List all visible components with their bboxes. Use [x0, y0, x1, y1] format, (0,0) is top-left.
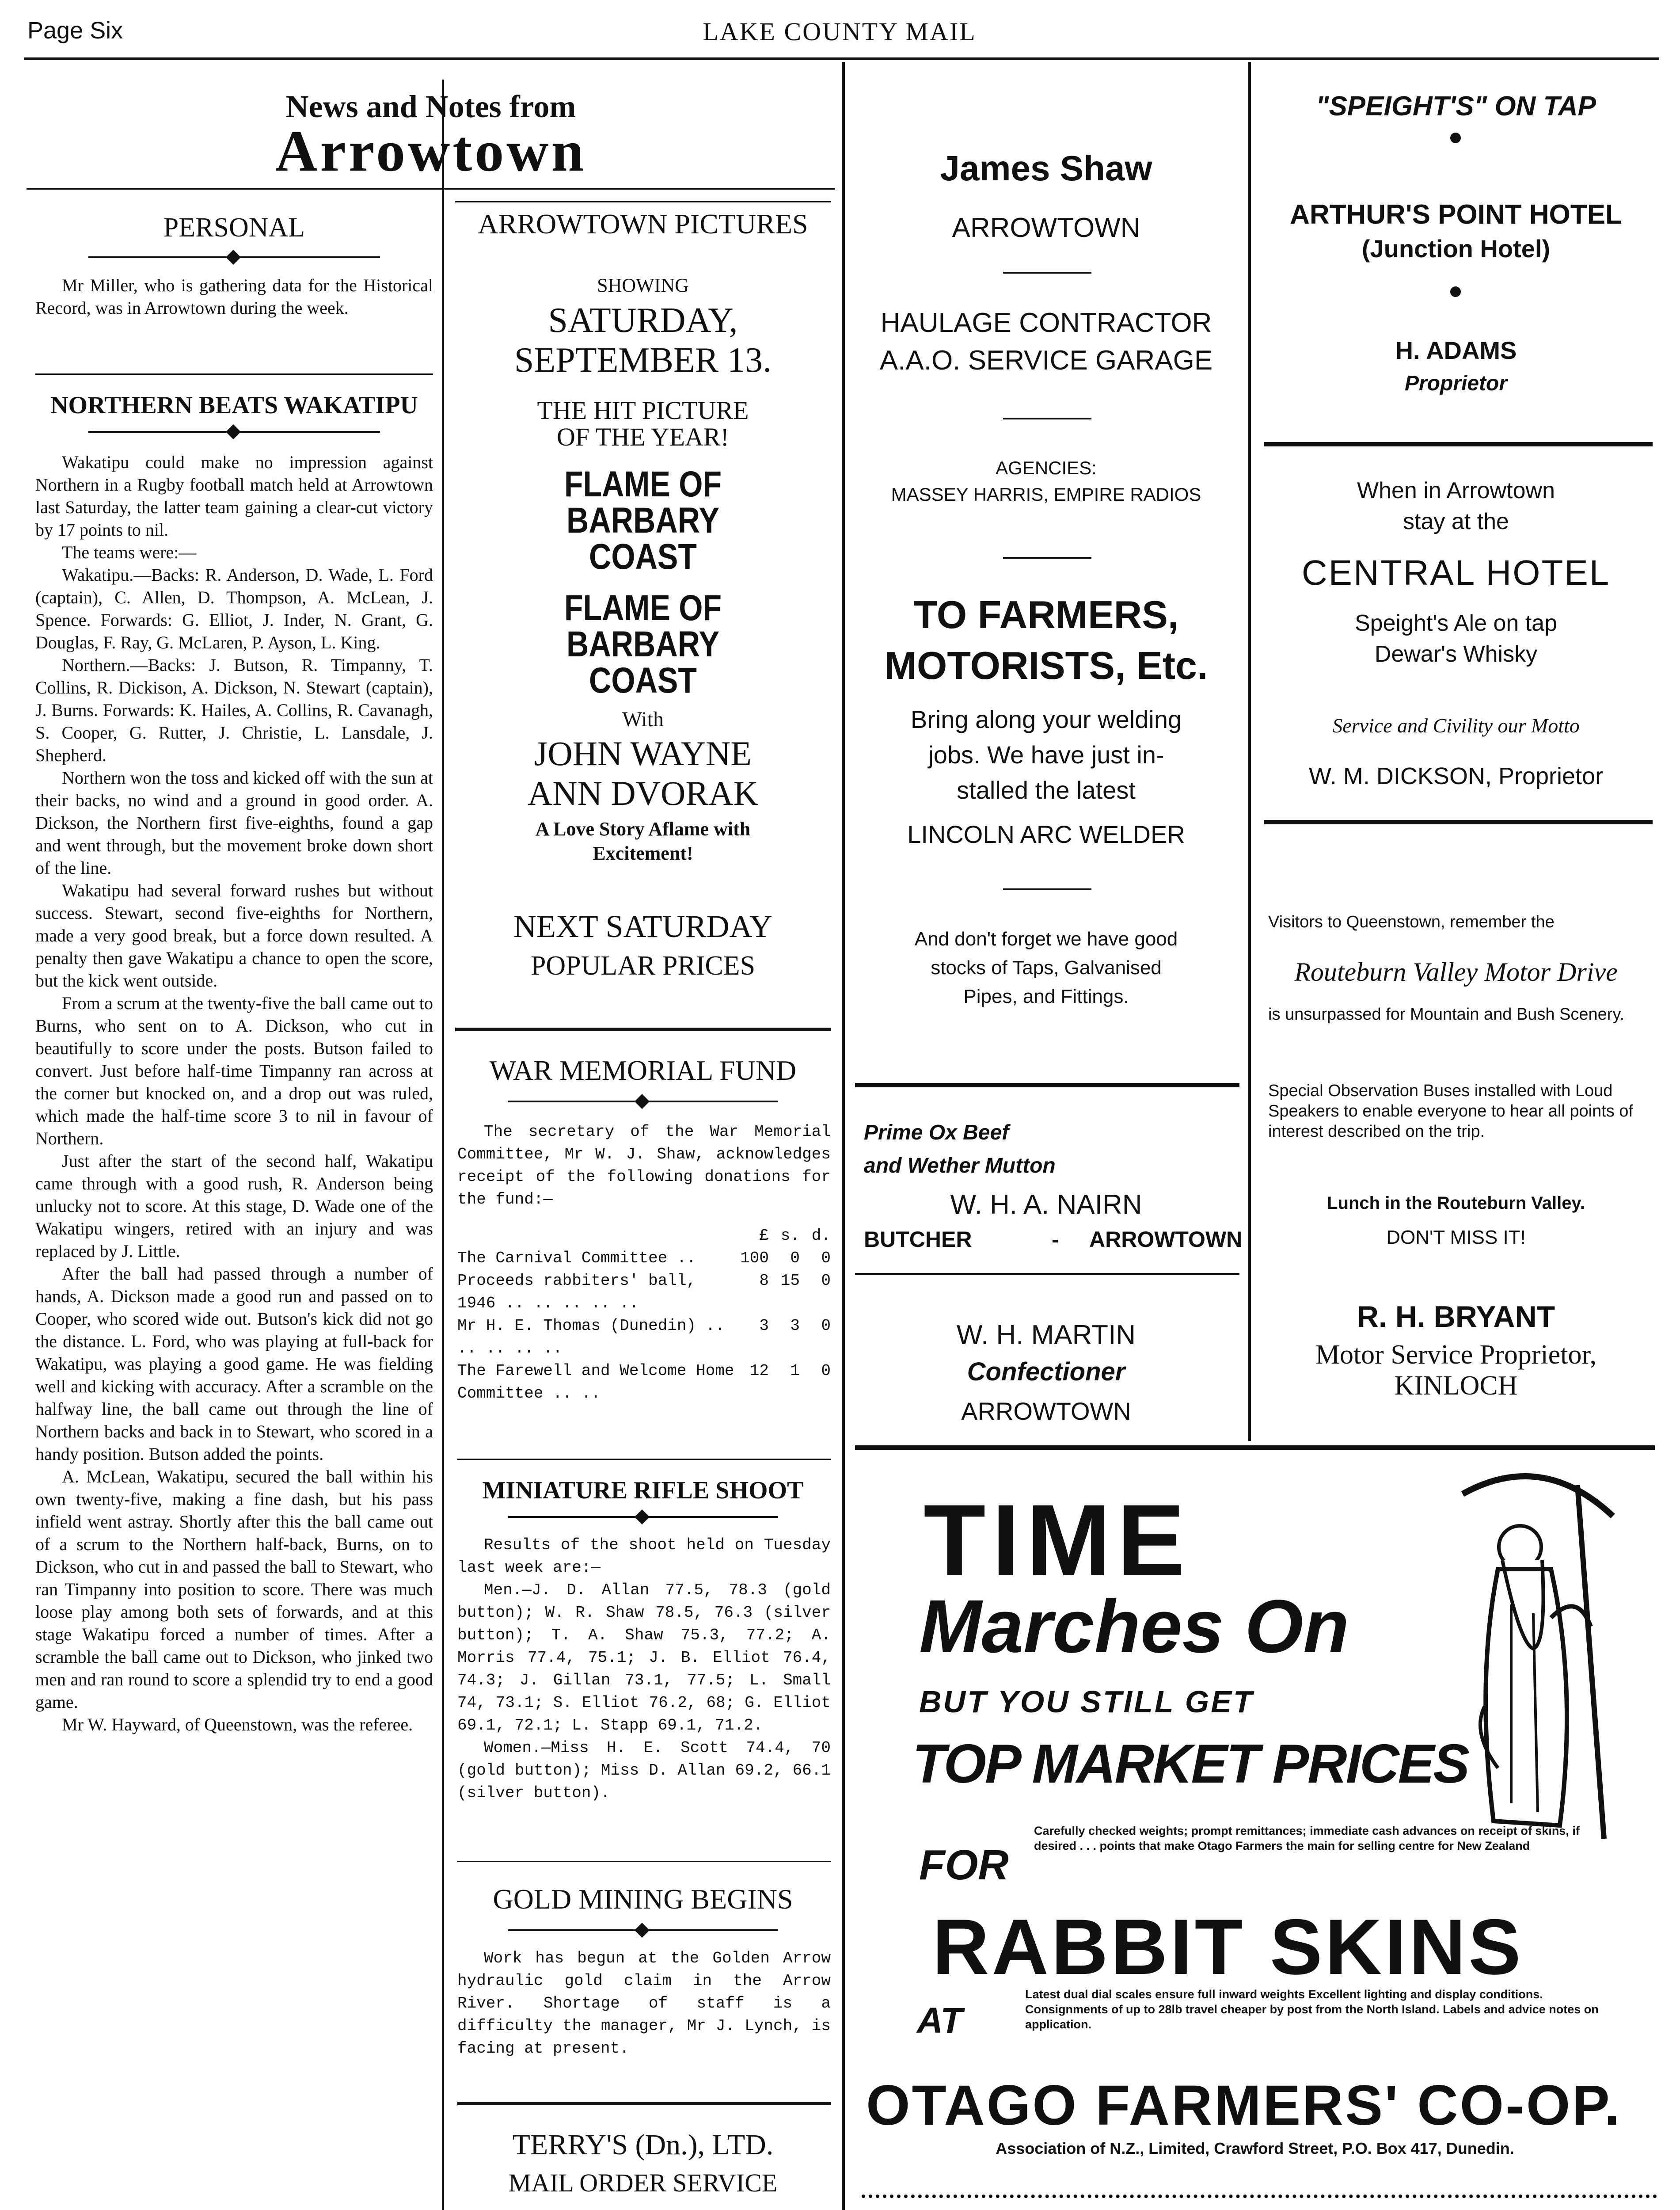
heading-ornament — [508, 1929, 778, 1931]
gold-heading: GOLD MINING BEGINS — [493, 1883, 793, 1915]
shaw-stock-1: And don't forget we have good — [914, 928, 1178, 950]
section-rule — [855, 1083, 1239, 1087]
terrys-name: TERRY'S (Dn.), LTD. — [512, 2129, 774, 2161]
bryant-buses: Special Observation Buses installed with Loud Speakers to enable everyone to hear all points of interest described on the trip. — [1268, 1082, 1633, 1141]
paragraph: A. McLean, Wakatipu, secured the ball within his own twenty-five, making a fine dash, but his pass infield went astray. Shortly after this the ball came out of a scrum to the Northern half-back, Burns, on to Dickson, who cut in and passed the ball to Stewart, who ran Timpanny into position to score. There was much loose play among both sets of forwards, and at this stage Wakatipu forced a number of times. After a scramble the ball came out to Dickson, who jinked two men and ran round to score a splendid try to end a good game. — [35, 1467, 433, 1712]
dotted-separator — [862, 2195, 1657, 2198]
section-rule — [457, 1861, 831, 1862]
nairn-dash: - — [1052, 1227, 1059, 1252]
film-title-repeat: FLAME OF BARBARY COAST — [564, 588, 722, 701]
column-rule — [842, 62, 845, 1441]
speights-junction: (Junction Hotel) — [1361, 235, 1551, 263]
heading-ornament — [88, 256, 380, 258]
table-header: £ s. d. — [759, 1227, 831, 1245]
bullet-dot — [1450, 133, 1461, 143]
speights-tap: "SPEIGHT'S" ON TAP — [1316, 91, 1596, 122]
central-line-1: When in Arrowtown — [1357, 478, 1555, 503]
banner-title: Arrowtown — [275, 118, 587, 183]
heading-ornament — [508, 1516, 778, 1518]
paragraph: Results of the shoot held on Tuesday last week are:— — [457, 1536, 831, 1577]
shaw-town: ARROWTOWN — [952, 213, 1140, 243]
bryant-lunch: Lunch in the Routeburn Valley. — [1327, 1193, 1585, 1213]
paragraph: From a scrum at the twenty-five the ball came out to Burns, who sent on to A. Dickson, who cut in beautifully to score under the posts. Butson failed to convert. Just before half-time Timpanny ran across at the corner but knocked on, and a drop out was ruled, which made the half-time score 3 to nil in favour of Northern. — [35, 993, 433, 1148]
speights-title: Proprietor — [1404, 372, 1508, 395]
bryant-drive: Routeburn Valley Motor Drive — [1294, 957, 1618, 987]
shaw-stock-2: stocks of Taps, Galvanised — [931, 957, 1162, 979]
divider — [1003, 272, 1091, 274]
star-name: JOHN WAYNE — [534, 734, 752, 773]
shaw-name: James Shaw — [940, 149, 1152, 188]
star-name: ANN DVORAK — [527, 774, 759, 812]
section-rule — [855, 1445, 1655, 1450]
section-rule — [457, 2102, 831, 2105]
bryant-unsurpassed: is unsurpassed for Mountain and Bush Scenery. — [1268, 1005, 1625, 1024]
pictures-showing: SHOWING — [597, 274, 689, 296]
ad-but: BUT YOU STILL GET — [919, 1684, 1254, 1719]
banner-subtitle: News and Notes from — [285, 89, 576, 124]
ad-rabbit-skins: RABBIT SKINS — [932, 1903, 1524, 1991]
father-time-illustration — [1445, 1459, 1631, 1843]
personal-text: Mr Miller, who is gathering data for the Historical Record, was in Arrowtown during the week. — [35, 275, 433, 318]
nairn-town: ARROWTOWN — [1089, 1227, 1243, 1252]
section-rule — [455, 1028, 831, 1031]
section-rule — [35, 373, 433, 375]
rifle-heading: MINIATURE RIFLE SHOOT — [482, 1477, 804, 1504]
terrys-mail-order: MAIL ORDER SERVICE — [508, 2168, 778, 2197]
table-row: The Farewell and Welcome Home Committee .. .. 12 1 0 — [457, 1362, 831, 1402]
divider — [1003, 557, 1091, 559]
film-title: FLAME OF BARBARY COAST — [564, 464, 722, 577]
paragraph: Mr W. Hayward, of Queenstown, was the referee. — [62, 1715, 413, 1734]
heading-ornament — [88, 431, 380, 433]
paragraph: Northern won the toss and kicked off with the sun at their backs, no wind and a ground in good order. A. Dickson, the Northern first five-eighths, found a gap and went through, but the movement broke down short of the line. — [35, 768, 433, 878]
table-row: The Carnival Committee .. 100 0 0 — [457, 1249, 831, 1267]
popular-prices: POPULAR PRICES — [530, 951, 756, 981]
shaw-brands: MASSEY HARRIS, EMPIRE RADIOS — [891, 484, 1201, 505]
divider — [1003, 888, 1091, 890]
central-whisky: Dewar's Whisky — [1374, 641, 1538, 667]
ad-assoc: Association of N.Z., Limited, Crawford Street, P.O. Box 417, Dunedin. — [996, 2139, 1514, 2157]
page-number: Page Six — [27, 17, 123, 44]
pictures-blurb-2: Excitement! — [593, 842, 693, 864]
ad-at: AT — [917, 2000, 963, 2041]
martin-name: W. H. MARTIN — [956, 1320, 1136, 1350]
central-ale: Speight's Ale on tap — [1354, 610, 1558, 636]
bryant-visitors: Visitors to Queenstown, remember the — [1268, 913, 1555, 931]
central-owner: W. M. DICKSON, Proprietor — [1308, 763, 1604, 789]
personal-heading: PERSONAL — [163, 213, 305, 243]
shaw-garage: A.A.O. SERVICE GARAGE — [879, 345, 1213, 376]
ad-top-prices: TOP MARKET PRICES — [912, 1734, 1469, 1795]
ad-coop: OTAGO FARMERS' CO-OP. — [866, 2074, 1622, 2137]
section-rule — [455, 201, 831, 202]
column-rule — [1248, 62, 1251, 1441]
speights-hotel: ARTHUR'S POINT HOTEL — [1290, 199, 1622, 230]
section-rule — [457, 1459, 831, 1460]
nairn-name: W. H. A. NAIRN — [950, 1189, 1142, 1220]
shaw-motorists: MOTORISTS, Etc. — [884, 644, 1208, 687]
table-row: Proceeds rabbiters' ball, 1946 .. .. .. .. .. 8 15 0 — [457, 1272, 831, 1312]
pictures-heading: ARROWTOWN PICTURES — [478, 208, 808, 240]
speights-owner: H. ADAMS — [1395, 336, 1517, 364]
shaw-weld-1: Bring along your welding — [910, 705, 1182, 733]
divider — [1003, 418, 1091, 419]
shaw-stock-3: Pipes, and Fittings. — [963, 986, 1129, 1007]
shaw-weld-2: jobs. We have just in- — [928, 741, 1164, 769]
shaw-haulage: HAULAGE CONTRACTOR — [880, 308, 1212, 338]
paragraph: Wakatipu.—Backs: R. Anderson, D. Wade, L. Ford (captain), C. Allen, D. Thompson, A. McLean, J. Spence. Forwards: G. Elliot, J. Inder, N. Grant, G. Douglas, F. Ray, G. McLaren, P. Ayson, L. King. — [35, 565, 433, 652]
central-line-2: stay at the — [1403, 509, 1509, 534]
paragraph: Wakatipu could make no impression against Northern in a Rugby football match held at Arrowtown last Saturday, the latter team gaining a clear-cut victory by 17 points to nil. — [35, 452, 433, 540]
martin-trade: Confectioner — [967, 1357, 1125, 1386]
shaw-weld-3: stalled the latest — [957, 776, 1136, 804]
pictures-hit: THE HIT PICTURE — [537, 396, 749, 425]
shaw-agencies: AGENCIES: — [996, 457, 1097, 478]
fund-table — [457, 1224, 831, 1405]
paragraph: Northern.—Backs: J. Butson, R. Timpanny, T. Collins, R. Dickison, A. Dickson, N. Stewart (captain), J. Burns. Forwards: K. Hailes, A. Collins, R. Cavanagh, S. Cooper, G. Rutter, J. Christie, L. Lansdale, J. Shepherd. — [35, 655, 433, 765]
pictures-hit-2: OF THE YEAR! — [557, 423, 729, 451]
central-hotel: CENTRAL HOTEL — [1301, 553, 1611, 592]
shaw-welder: LINCOLN ARC WELDER — [907, 820, 1185, 848]
ad-for-note: Carefully checked weights; prompt remittances; immediate cash advances on receipt of skins, if desired . . . points that make Otago Farmers the main for selling centre for New Zealand — [1034, 1824, 1580, 1852]
paragraph: After the ball had passed through a number of hands, A. Dickson made a good run and passed on to Cooper, who scored wide out. Butson's kick did not go the distance. L. Ford, who was playing at full-back for Wakatipu, was playing a good game. He was fielding well and kicking with accuracy. After a scramble on the halfway line, the ball came out through the line of Northern backs and back in to Stewart, who scored in a handy position. Butson added the points. — [35, 1264, 433, 1464]
nairn-line-2: and Wether Mutton — [864, 1154, 1056, 1177]
bryant-trade: Motor Service Proprietor, — [1315, 1340, 1597, 1370]
paragraph: Women.—Miss H. E. Scott 74.4, 70 (gold button); Miss D. Allan 69.2, 66.1 (silver button). — [457, 1739, 831, 1802]
ad-time: TIME — [924, 1483, 1191, 1597]
ad-for: FOR — [919, 1841, 1009, 1889]
section-rule — [1264, 442, 1653, 446]
ad-at-note: Latest dual dial scales ensure full inward weights Excellent lighting and display conditions. Consignments of up to 28lb travel cheaper by post from the North Island. Labels and advice notes on application. — [1025, 1988, 1599, 2031]
gold-text: Work has begun at the Golden Arrow hydraulic gold claim in the Arrow River. Shortage of staff is a difficulty the manager, Mr J. Lynch, is facing at present. — [457, 1949, 831, 2058]
paragraph: Just after the start of the second half, Wakatipu came through with a good rush, R. Anderson being unlucky not to score. At this stage, D. Wade one of the Wakatipu wingers, retired with an injury and was replaced by J. Little. — [35, 1151, 433, 1261]
nairn-line-1: Prime Ox Beef — [864, 1121, 1009, 1144]
rugby-report — [35, 451, 433, 1736]
pictures-date: SEPTEMBER 13. — [514, 341, 772, 380]
paper-title: LAKE COUNTY MAIL — [703, 17, 977, 46]
heading-ornament — [508, 1101, 778, 1102]
paragraph: The teams were:— — [62, 542, 197, 562]
paragraph: Wakatipu had several forward rushes but without success. Stewart, second five-eighths for Northern, made a very good break, but a force down resulted. A penalty then gave Wakatipu a chance to open the score, but the kick went outside. — [35, 880, 433, 991]
rugby-heading: NORTHERN BEATS WAKATIPU — [50, 392, 418, 419]
table-row: Mr H. E. Thomas (Dunedin) .. .. .. .. .. 3 3 0 — [457, 1317, 831, 1357]
banner-rule — [27, 188, 835, 190]
bryant-name: R. H. BRYANT — [1357, 1300, 1555, 1334]
ad-marches: Marches On — [919, 1585, 1349, 1669]
fund-heading: WAR MEMORIAL FUND — [489, 1055, 797, 1086]
section-rule — [855, 1273, 1239, 1275]
masthead-rule — [24, 57, 1659, 60]
pictures-date-day: SATURDAY, — [548, 301, 738, 340]
nairn-butcher: BUTCHER — [864, 1227, 972, 1252]
bullet-dot — [1450, 286, 1461, 297]
bryant-town: KINLOCH — [1394, 1371, 1518, 1401]
rifle-results — [457, 1534, 831, 1804]
martin-town: ARROWTOWN — [961, 1397, 1131, 1425]
paragraph: Men.—J. D. Allan 77.5, 78.3 (gold button); W. R. Shaw 78.5, 76.3 (silver button); T. A. Shaw 75.3, 77.2; A. Morris 77.4, 75.1; J. B. Elliot 76.4, 74.3; J. Gillan 73.1, 77.5; L. Small 74, 73.1; S. Elliot 76.2, 68; G. Elliot 69.1, 72.1; L. Stapp 69.1, 71.2. — [457, 1581, 831, 1734]
pictures-with: With — [622, 708, 664, 731]
shaw-farmers: TO FARMERS, — [913, 593, 1179, 636]
section-rule — [1264, 820, 1653, 824]
bryant-miss: DON'T MISS IT! — [1386, 1227, 1526, 1248]
central-motto: Service and Civility our Motto — [1332, 714, 1580, 737]
pictures-blurb: A Love Story Aflame with — [535, 818, 751, 840]
column-rule — [442, 80, 444, 2210]
next-saturday: NEXT SATURDAY — [513, 909, 773, 944]
column-rule — [842, 1439, 845, 2210]
fund-text: The secretary of the War Memorial Committee, Mr W. J. Shaw, acknowledges receipt of the following donations for the fund:— — [457, 1123, 831, 1208]
